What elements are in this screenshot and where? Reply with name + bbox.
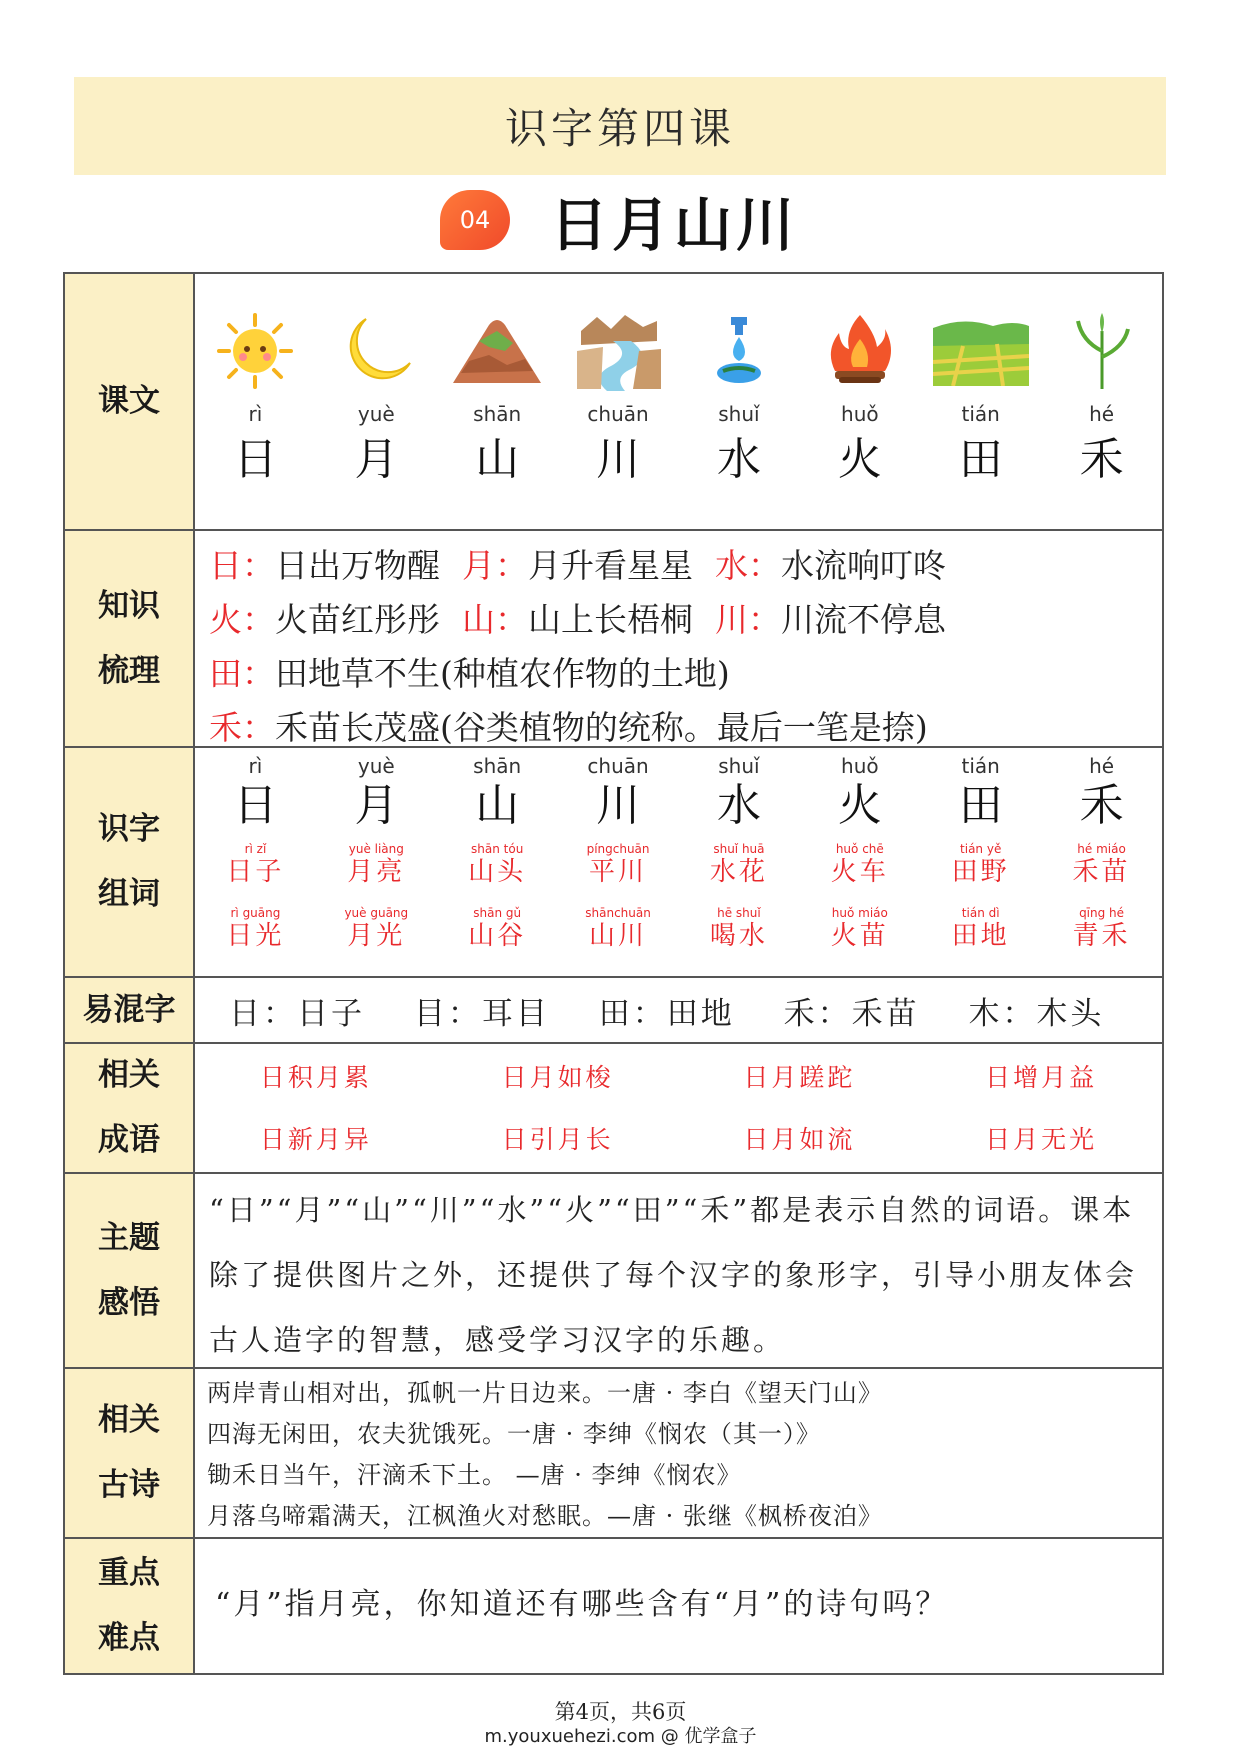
word-pinyin: hē shuǐ <box>717 906 761 920</box>
word-char: 禾 <box>1079 780 1124 831</box>
moon-icon <box>316 296 437 406</box>
words-grid <box>195 754 1162 952</box>
word-pinyin: huǒ chē <box>835 842 884 856</box>
idiom: 日月如梭 <box>501 1063 614 1092</box>
word: 山谷 <box>468 921 527 951</box>
knowledge-key: 月： <box>462 546 528 585</box>
word: 田野 <box>951 857 1010 887</box>
char-ri: 日 <box>233 434 278 485</box>
label-text: 主题 <box>98 1219 160 1256</box>
char-chuan: 川 <box>596 434 641 485</box>
confusing-list <box>229 988 1104 1033</box>
picture-row <box>195 296 1162 406</box>
label-text: 古诗 <box>98 1467 160 1503</box>
word-pinyin: yuè liàng <box>348 842 404 856</box>
label-text: 相关 <box>98 1057 160 1093</box>
idiom: 日引月长 <box>501 1125 614 1154</box>
row-chengyu <box>65 1042 1162 1172</box>
idiom: 日增月益 <box>985 1063 1098 1092</box>
word: 火车 <box>830 857 889 887</box>
character-row <box>195 432 1162 488</box>
word-column <box>1041 754 1162 952</box>
knowledge-text: 禾苗长茂盛(谷类植物的统称。最后一笔是捺) <box>275 708 928 747</box>
label-text: 易混字 <box>82 992 176 1028</box>
word-column <box>316 754 437 952</box>
word-pinyin: hé miáo <box>1077 842 1126 856</box>
row-kewen <box>65 274 1162 529</box>
lesson-header <box>440 185 799 259</box>
knowledge-key: 山： <box>462 600 528 639</box>
label-text: 知识 <box>98 587 160 624</box>
label-text: 相关 <box>98 1402 160 1438</box>
kewen-content <box>195 274 1162 529</box>
word: 火苗 <box>830 921 889 951</box>
label-text: 重点 <box>98 1555 160 1591</box>
poems-list <box>207 1373 883 1537</box>
label-kewen <box>65 274 195 529</box>
page-number: 第4页，共6页 <box>554 1700 687 1724</box>
char-tian: 田 <box>958 434 1003 485</box>
idiom: 日积月累 <box>259 1063 372 1092</box>
word-char: 田 <box>958 780 1003 831</box>
word-column <box>799 754 920 952</box>
knowledge-line <box>209 647 946 701</box>
label-zhongdian <box>65 1539 195 1673</box>
pinyin-he: hé <box>1089 402 1115 426</box>
word-pinyin: shān gǔ <box>473 906 522 920</box>
row-zhongdian <box>65 1537 1162 1673</box>
knowledge-key: 火： <box>209 600 275 639</box>
knowledge-key: 田： <box>209 654 275 693</box>
word-char-pinyin: shān <box>473 754 522 778</box>
knowledge-line <box>209 593 946 647</box>
word-char: 水 <box>716 780 761 831</box>
pinyin-ri: rì <box>248 402 263 426</box>
word-pinyin: tián dì <box>961 906 1000 920</box>
knowledge-key: 日： <box>209 546 275 585</box>
knowledge-text: 川流不停息 <box>781 600 946 639</box>
fire-icon <box>799 296 920 406</box>
label-zhishi <box>65 531 195 746</box>
word: 山头 <box>468 857 527 887</box>
knowledge-line <box>209 539 946 593</box>
pinyin-shan: shān <box>473 402 522 426</box>
pinyin-huo: huǒ <box>841 402 879 426</box>
confusing-item: 日：日子 <box>229 996 365 1032</box>
word: 禾苗 <box>1072 857 1131 887</box>
word: 月亮 <box>347 857 406 887</box>
word: 水花 <box>709 857 768 887</box>
char-shui: 水 <box>716 434 761 485</box>
pinyin-row <box>195 402 1162 426</box>
word-char-pinyin: rì <box>248 754 263 778</box>
row-zhishi <box>65 529 1162 746</box>
words-content <box>195 748 1162 976</box>
label-text: 识字 <box>98 811 160 847</box>
knowledge-line <box>209 701 946 755</box>
lesson-title: 日月山川 <box>550 191 799 259</box>
word: 月光 <box>347 921 406 951</box>
word: 日光 <box>226 921 285 951</box>
label-text: 难点 <box>98 1620 160 1656</box>
word-column <box>558 754 679 952</box>
river-icon <box>558 296 679 406</box>
word-char: 川 <box>596 780 641 831</box>
pinyin-tian: tián <box>961 402 1000 426</box>
word-pinyin: shānchuān <box>585 906 651 920</box>
poem-line: 两岸青山相对出，孤帆一片日边来。一唐 · 李白《望天门山》 <box>207 1379 883 1407</box>
knowledge-key: 禾： <box>209 708 275 747</box>
word-pinyin: rì guāng <box>230 906 281 920</box>
word-char-pinyin: huǒ <box>841 754 879 778</box>
word: 日子 <box>226 857 285 887</box>
idiom: 日新月异 <box>259 1125 372 1154</box>
water-icon <box>679 296 800 406</box>
mountain-icon <box>437 296 558 406</box>
pinyin-chuan: chuān <box>587 402 649 426</box>
label-text: 成语 <box>98 1122 160 1158</box>
char-shan: 山 <box>475 434 520 485</box>
knowledge-text: 水流响叮咚 <box>781 546 946 585</box>
sun-icon <box>195 296 316 406</box>
word-pinyin: qīng hé <box>1079 906 1125 920</box>
word-pinyin: shān tóu <box>471 842 524 856</box>
grain-icon <box>1041 296 1162 406</box>
poems-content <box>195 1369 1162 1537</box>
word-pinyin: huǒ miáo <box>831 906 888 920</box>
label-chengyu <box>65 1044 195 1172</box>
label-text: 梳理 <box>98 652 160 689</box>
word: 山川 <box>589 921 648 951</box>
lesson-banner: 识字第四课 <box>74 77 1166 175</box>
knowledge-text: 日出万物醒 <box>275 546 440 585</box>
knowledge-text: 田地草不生(种植农作物的土地) <box>275 654 730 693</box>
lesson-table <box>63 272 1164 1675</box>
word-column <box>437 754 558 952</box>
label-yihun <box>65 978 195 1042</box>
label-text: 感悟 <box>98 1284 160 1321</box>
poem-line: 月落乌啼霜满天，江枫渔火对愁眠。—唐 · 张继《枫桥夜泊》 <box>207 1502 883 1530</box>
confusing-item: 木：木头 <box>968 996 1105 1032</box>
word-char: 月 <box>354 780 399 831</box>
row-yihun <box>65 976 1162 1042</box>
char-he: 禾 <box>1079 434 1124 485</box>
word-column <box>920 754 1041 952</box>
word-char-pinyin: chuān <box>587 754 649 778</box>
idiom: 日月如流 <box>743 1125 856 1154</box>
row-shizi <box>65 746 1162 976</box>
knowledge-key: 水： <box>715 546 781 585</box>
idioms-content <box>195 1044 1162 1172</box>
label-text: 课文 <box>98 383 160 419</box>
lesson-number-badge: 04 <box>440 190 510 250</box>
word-pinyin: shuǐ huā <box>713 842 765 856</box>
knowledge-text: 山上长梧桐 <box>528 600 693 639</box>
word-pinyin: píngchuān <box>586 842 650 856</box>
knowledge-text: 月升看星星 <box>528 546 693 585</box>
pinyin-yue: yuè <box>357 402 395 426</box>
keypoint-content <box>195 1539 1162 1673</box>
label-text: 组词 <box>98 876 160 912</box>
idioms-grid <box>195 1058 1162 1156</box>
word-char-pinyin: tián <box>961 754 1000 778</box>
word-pinyin: yuè guāng <box>344 906 409 920</box>
label-gushi <box>65 1369 195 1537</box>
word-char-pinyin: hé <box>1089 754 1115 778</box>
confusing-content <box>195 978 1162 1042</box>
pinyin-shui: shuǐ <box>718 402 760 426</box>
word-column <box>195 754 316 952</box>
site-credit: m.youxuehezi.com @ 优学盒子 <box>484 1726 757 1747</box>
label-shizi <box>65 748 195 976</box>
theme-content <box>195 1174 1162 1367</box>
word-pinyin: tián yě <box>960 842 1002 856</box>
word-char: 日 <box>233 780 278 831</box>
word-char-pinyin: yuè <box>357 754 395 778</box>
idiom: 日月蹉跎 <box>743 1063 856 1092</box>
knowledge-key: 川： <box>715 600 781 639</box>
row-gushi <box>65 1367 1162 1537</box>
word: 平川 <box>589 857 648 887</box>
word-char: 山 <box>475 780 520 831</box>
row-zhuti <box>65 1172 1162 1367</box>
keypoint-text: “月”指月亮，你知道还有哪些含有“月”的诗句吗？ <box>215 1587 949 1622</box>
poem-line: 锄禾日当午，汗滴禾下土。 —唐 · 李绅《悯农》 <box>207 1461 742 1489</box>
confusing-item: 田：田地 <box>598 996 735 1032</box>
poem-line: 四海无闲田，农夫犹饿死。一唐 · 李绅《悯农（其一）》 <box>207 1420 821 1448</box>
char-yue: 月 <box>354 434 399 485</box>
word-char-pinyin: shuǐ <box>718 754 760 778</box>
theme-text: “日”“月”“山”“川”“水”“火”“田”“禾”都是表示自然的词语。课本除了提供图片之外，还提供了每个汉字的象形字，引导小朋友体会古人造字的智慧，感受学习汉字的乐趣。 <box>209 1193 1138 1357</box>
idiom: 日月无光 <box>985 1125 1098 1154</box>
confusing-item: 禾：禾苗 <box>783 996 920 1032</box>
word-column <box>679 754 800 952</box>
label-zhuti <box>65 1174 195 1367</box>
word: 田地 <box>951 921 1010 951</box>
field-icon <box>920 296 1041 406</box>
word-pinyin: rì zǐ <box>244 842 267 856</box>
word: 青禾 <box>1072 921 1131 951</box>
knowledge-content <box>195 531 1162 746</box>
word-char: 火 <box>837 780 882 831</box>
char-huo: 火 <box>837 434 882 485</box>
knowledge-text: 火苗红彤彤 <box>275 600 440 639</box>
word: 喝水 <box>709 921 768 951</box>
confusing-item: 目：耳目 <box>413 996 550 1032</box>
knowledge-list <box>209 539 946 755</box>
